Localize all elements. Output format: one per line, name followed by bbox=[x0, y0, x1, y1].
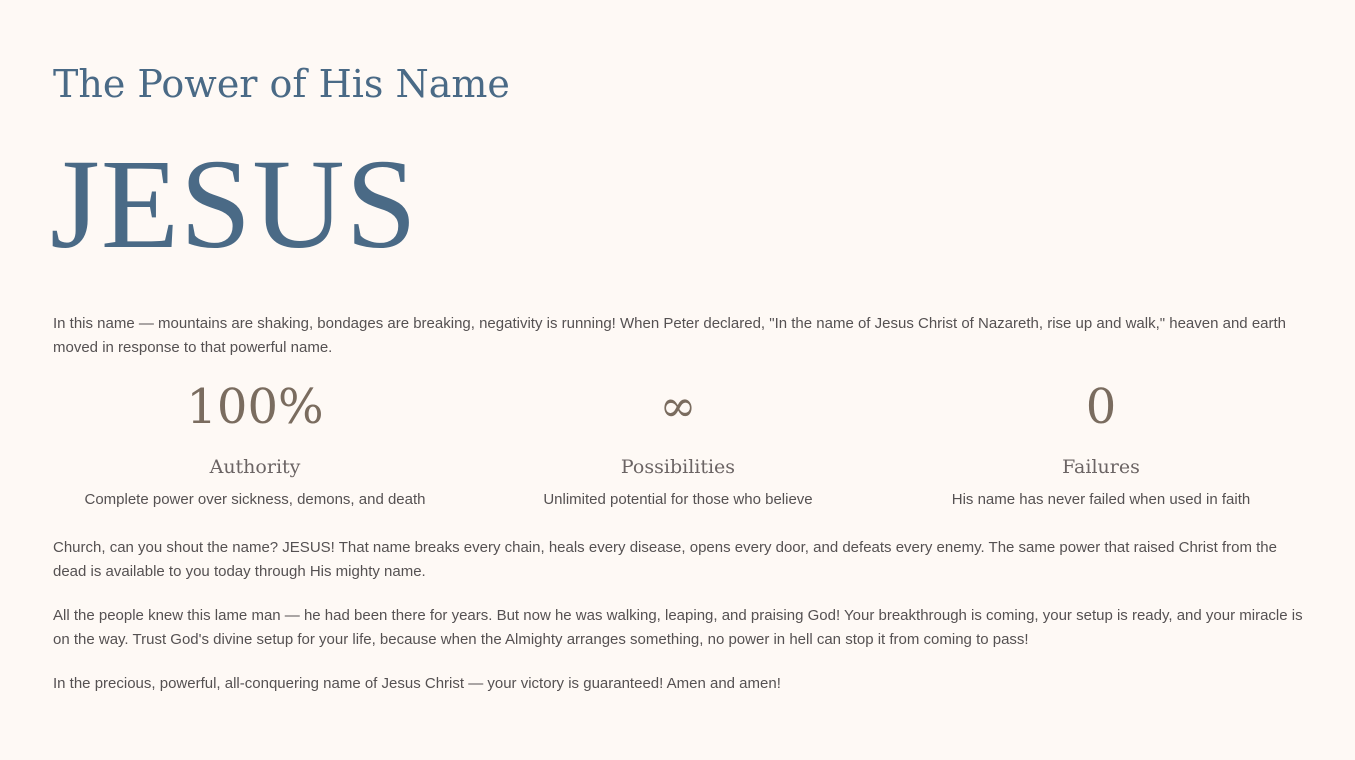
infinity-icon: ∞ bbox=[659, 381, 697, 432]
stat-value: 100% bbox=[186, 379, 324, 435]
stat-description: Unlimited potential for those who believe bbox=[543, 491, 813, 508]
stats-row bbox=[53, 372, 1303, 511]
stat-label: Failures bbox=[1062, 456, 1140, 478]
stat-label: Possibilities bbox=[620, 456, 736, 478]
stat-value: 0 bbox=[1085, 379, 1117, 435]
stat-possibilities bbox=[476, 372, 880, 511]
stat-authority bbox=[53, 372, 457, 511]
stat-description: His name has never failed when used in faith bbox=[951, 491, 1251, 508]
stat-description: Complete power over sickness, demons, and death bbox=[84, 491, 426, 508]
body-paragraph: Church, can you shout the name? JESUS! That name breaks every chain, heals every disease, opens every door, and defeats every enemy. The same power that raised Christ from the dead is available to you today through His mighty name. bbox=[53, 539, 1277, 580]
page-title: JESUS bbox=[50, 133, 418, 275]
stat-label: Authority bbox=[209, 456, 301, 478]
stat-failures bbox=[899, 372, 1303, 511]
page-subtitle: The Power of His Name bbox=[53, 62, 510, 106]
intro-paragraph: In this name — mountains are shaking, bondages are breaking, negativity is running! When Peter declared, "In the name of Jesus Christ of Nazareth, rise up and walk," heaven and earth moved in response to that powerful name. bbox=[53, 315, 1287, 356]
body-paragraph: All the people knew this lame man — he had been there for years. But now he was walking, leaping, and praising God! Your breakthrough is coming, your setup is ready, and your miracle is on the way. Trust God's divine setup for your life, because when the Almighty arranges something, no power in hell can stop it from coming to pass! bbox=[53, 607, 1303, 648]
closing-paragraph: In the precious, powerful, all-conquering name of Jesus Christ — your victory is guaranteed! Amen and amen! bbox=[53, 675, 781, 692]
